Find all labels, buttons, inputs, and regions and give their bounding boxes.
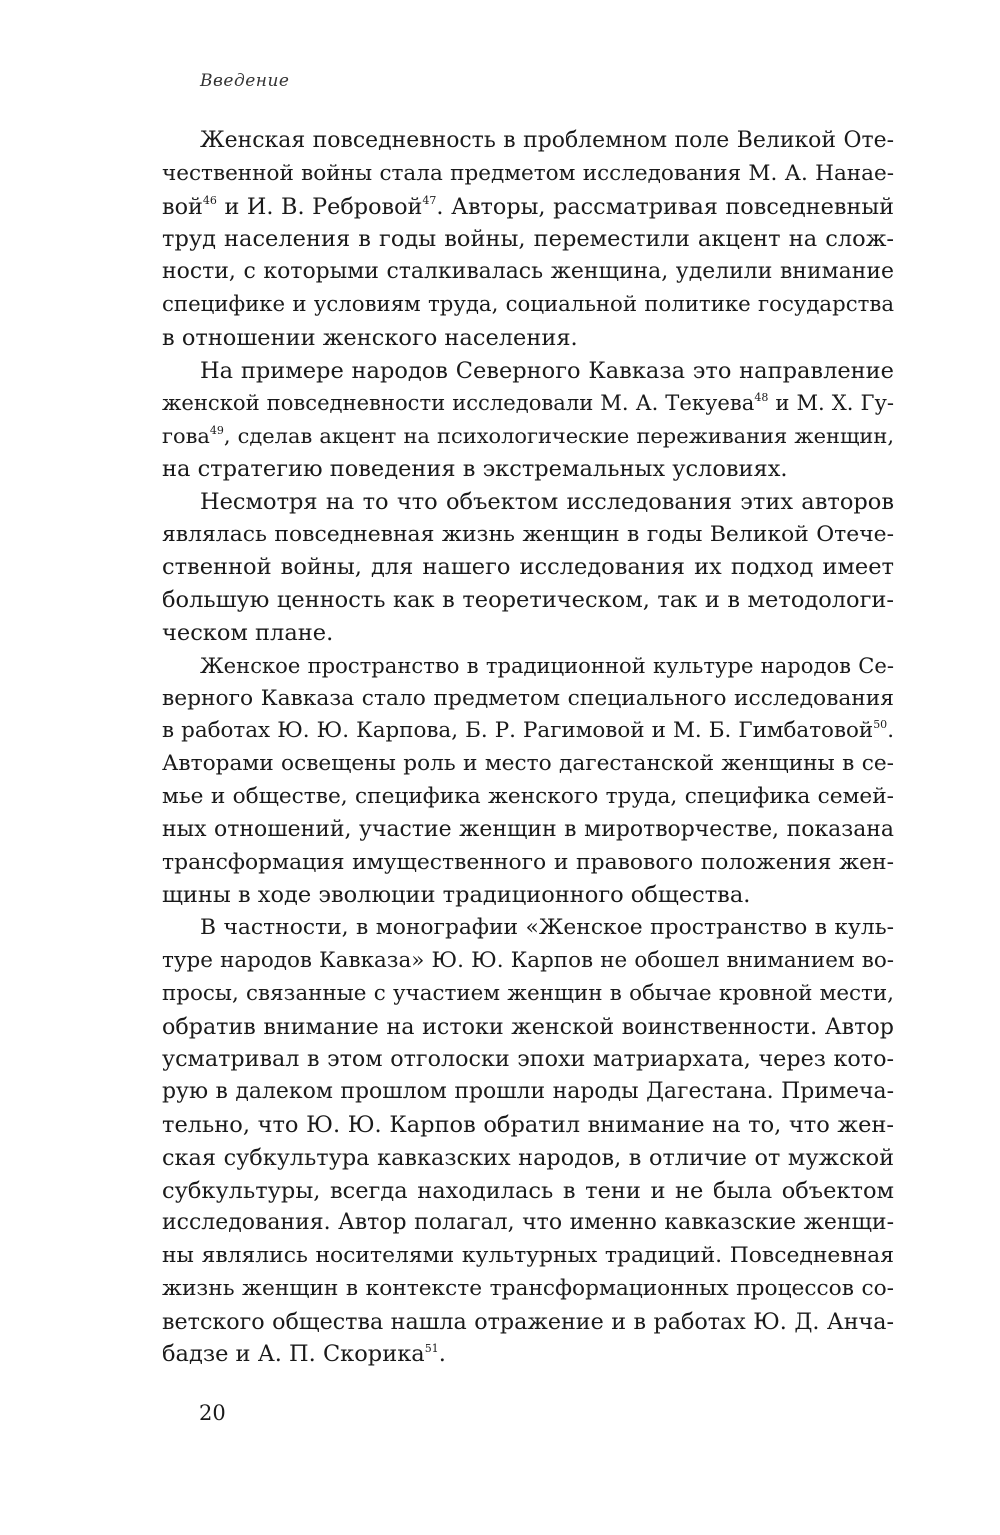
footnote-ref[interactable]: 51 [424, 1341, 439, 1355]
paragraph [162, 355, 894, 486]
line-text: ны являлись носителями культурных традиций. Повседневная [162, 1243, 894, 1269]
text-line [162, 781, 894, 814]
line-text: . [887, 718, 894, 744]
line-text: усматривал в этом отголоски эпохи матриархата, через кото- [162, 1046, 894, 1073]
line-text: являлась повседневная жизнь женщин в годы Великой Отече- [162, 521, 894, 547]
page-number: 20 [199, 1401, 226, 1425]
paragraph [162, 125, 894, 355]
running-head: Введение [200, 71, 290, 91]
line-text: исследования. Автор полагал, что именно кавказские женщи- [162, 1210, 894, 1236]
line-text: вой [162, 193, 203, 220]
text-line [162, 289, 894, 322]
text-line [162, 1175, 894, 1208]
text-line [162, 715, 894, 748]
text-line [162, 1043, 894, 1076]
line-text: субкультуры, всегда находилась в тени и не была объектом [162, 1177, 894, 1204]
line-text: Женское пространство в традиционной культуре народов Се- [200, 652, 894, 678]
line-text: Несмотря на то что объектом исследования этих авторов [200, 488, 894, 515]
text-line [162, 125, 894, 158]
line-text: В частности, в монографии «Женское пространство в куль- [200, 915, 894, 941]
line-text: специфике и условиям труда, социальной политике государства [162, 291, 894, 317]
line-text: туре народов Кавказа» Ю. Ю. Карпов не обошел вниманием во- [162, 947, 894, 973]
text-line [162, 551, 894, 584]
line-text: труд населения в годы войны, переместили акцент на слож- [162, 226, 894, 253]
text-line [162, 978, 894, 1011]
text-line [162, 191, 894, 224]
text-line [162, 1076, 894, 1109]
text-line [162, 158, 894, 191]
text-line [162, 322, 894, 355]
line-text: ности, с которыми сталкивалась женщина, уделили внимание [162, 259, 894, 285]
line-text: На примере народов Северного Кавказа это направление [200, 357, 894, 384]
text-line [162, 355, 894, 388]
text-line [162, 879, 894, 912]
text-line [162, 945, 894, 978]
line-text: чественной войны стала предметом исследования М. А. Нанае- [162, 160, 894, 186]
text-line [162, 847, 894, 880]
footnote-ref[interactable]: 50 [873, 718, 888, 732]
footnote-ref[interactable]: 48 [754, 391, 769, 405]
line-text: женской повседневности исследовали М. А. Текуева [162, 390, 755, 416]
line-text: Авторами освещены роль и место дагестанской женщины в се- [162, 751, 894, 777]
line-text: и И. В. Ребровой [216, 193, 423, 220]
footnote-ref[interactable]: 49 [209, 424, 224, 438]
text-line [162, 584, 894, 617]
line-text: ская субкультура кавказских народов, в отличие от мужской [162, 1144, 894, 1171]
line-text: щины в ходе эволюции традиционного общества. [162, 882, 751, 909]
line-text: ветского общества нашла отражение и в работах Ю. Д. Анча- [162, 1308, 894, 1335]
text-line [162, 486, 894, 519]
paragraph [162, 486, 894, 650]
line-text: в отношении женского населения. [162, 324, 578, 351]
line-text: рую в далеком прошлом прошли народы Дагестана. Примеча- [162, 1079, 894, 1105]
line-text: ческом плане. [162, 619, 334, 646]
line-text: обратив внимание на истоки женской воинственности. Автор [162, 1013, 894, 1040]
line-text: . [438, 1341, 446, 1368]
text-line [162, 420, 894, 453]
text-line [162, 1273, 894, 1306]
text-line [162, 912, 894, 945]
body-text [162, 125, 894, 1371]
text-line [162, 683, 894, 716]
line-text: просы, связанные с участием женщин в обычае кровной мести, [162, 980, 894, 1006]
text-line [162, 1207, 894, 1240]
text-line [162, 1109, 894, 1142]
text-line [162, 1240, 894, 1273]
text-line [162, 223, 894, 256]
line-text: . Авторы, рассматривая повседневный [436, 193, 894, 220]
footnote-ref[interactable]: 47 [422, 194, 437, 208]
line-text: ных отношений, участие женщин в миротворчестве, показана [162, 816, 894, 842]
line-text: , сделав акцент на психологические переживания женщин, [223, 424, 894, 449]
text-line [162, 1338, 894, 1371]
line-text: большую ценность как в теоретическом, так и в методологи- [162, 587, 894, 614]
text-line [162, 519, 894, 552]
line-text: мье и обществе, специфика женского труда, специфика семей- [162, 783, 894, 809]
text-line [162, 650, 894, 683]
line-text: и М. Х. Гу- [768, 390, 894, 416]
line-text: трансформация имущественного и правового положения жен- [162, 849, 894, 875]
text-line [162, 387, 894, 420]
line-text: бадзе и А. П. Скорика [162, 1341, 425, 1368]
text-line [162, 617, 894, 650]
line-text: ственной войны, для нашего исследования их подход имеет [162, 554, 894, 581]
line-text: жизнь женщин в контексте трансформационных процессов со- [162, 1275, 894, 1301]
text-line [162, 814, 894, 847]
text-line [162, 748, 894, 781]
line-text: тельно, что Ю. Ю. Карпов обратил внимание на то, что жен- [162, 1111, 894, 1138]
line-text: гова [162, 424, 210, 449]
line-text: верного Кавказа стало предметом специального исследования [162, 685, 894, 711]
line-text: на стратегию поведения в экстремальных условиях. [162, 455, 788, 482]
footnote-ref[interactable]: 46 [202, 194, 217, 208]
text-line [162, 1142, 894, 1175]
text-line [162, 453, 894, 486]
line-text: в работах Ю. Ю. Карпова, Б. Р. Рагимовой и М. Б. Гимбатовой [162, 718, 874, 744]
paragraph [162, 650, 894, 912]
paragraph [162, 912, 894, 1371]
text-line [162, 1011, 894, 1044]
line-text: Женская повседневность в проблемном поле Великой Оте- [200, 128, 894, 153]
text-line [162, 256, 894, 289]
text-line [162, 1306, 894, 1339]
